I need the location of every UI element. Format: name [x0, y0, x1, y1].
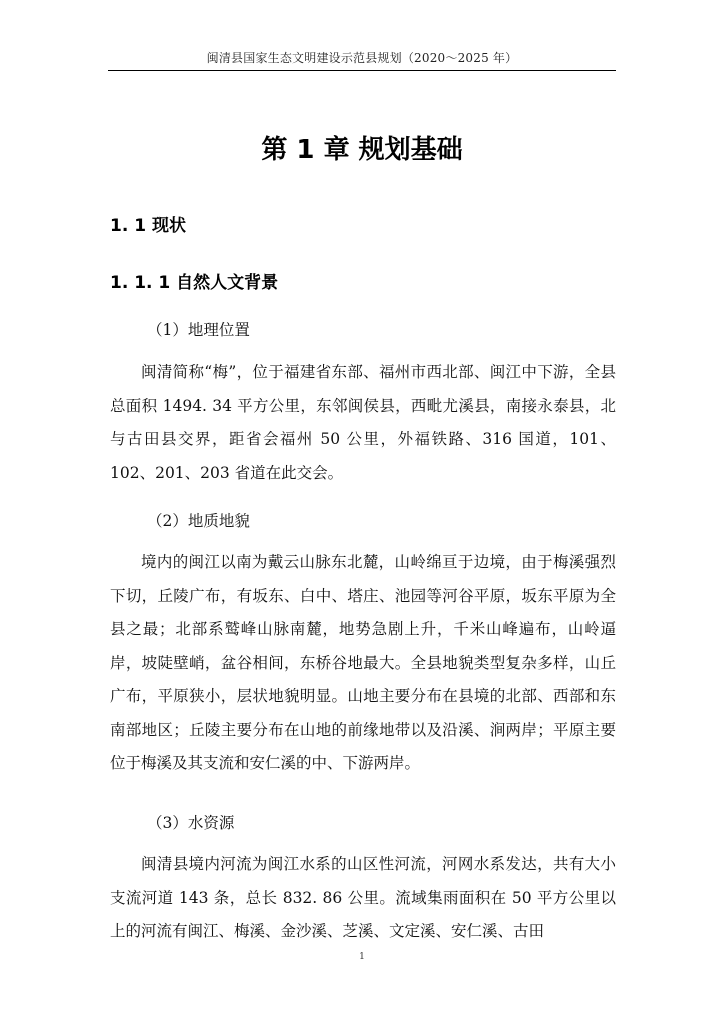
- section-heading-1-1-1: 1. 1. 1 自然人文背景: [110, 273, 279, 293]
- section-heading-1-1: 1. 1 现状: [110, 216, 186, 236]
- header-rule: [108, 70, 616, 71]
- subsection-title-geology: （2）地质地貌: [147, 512, 250, 530]
- paragraph-geology: 境内的闽江以南为戴云山脉东北麓，山岭绵亘于边境，由于梅溪强烈下切，丘陵广布，有坂东、白中、塔庄、池园等河谷平原，坂东平原为全县之最；北部系鹫峰山脉南麓，地势急剧上升，千米山峰遍布，山岭逼岸，坡陡壁峭，盆谷相间，东桥谷地最大。全县地貌类型复杂多样，山丘广布，平原狭小，层状地貌明显。山地主要分布在县境的北部、西部和东南部地区；丘陵主要分布在山地的前缘地带以及沿溪、涧两岸；平原主要位于梅溪及其支流和安仁溪的中、下游两岸。: [110, 553, 616, 772]
- chapter-title: 第 1 章 规划基础: [261, 135, 463, 165]
- subsection-title-water: （3）水资源: [147, 814, 235, 832]
- page-number: 1: [359, 952, 365, 962]
- subsection-title-geo-location: （1）地理位置: [147, 321, 250, 339]
- paragraph-water: 闽清县境内河流为闽江水系的山区性河流，河网水系发达，共有大小支流河道 143 条，总长 832. 86 公里。流域集雨面积在 50 平方公里以上的河流有闽江、梅溪、金沙溪、芝溪、文定溪、安仁溪、古田: [110, 855, 616, 940]
- running-header: 闽清县国家生态文明建设示范县规划（2020～2025 年）: [206, 51, 518, 65]
- paragraph-geo-location: 闽清简称“梅”，位于福建省东部、福州市西北部、闽江中下游，全县总面积 1494. 34 平方公里，东邻闽侯县，西毗尤溪县，南接永泰县，北与古田县交界，距省会福州 50 公里，外福铁路、316 国道，101、102、201、203 省道在此交会。: [110, 363, 616, 482]
